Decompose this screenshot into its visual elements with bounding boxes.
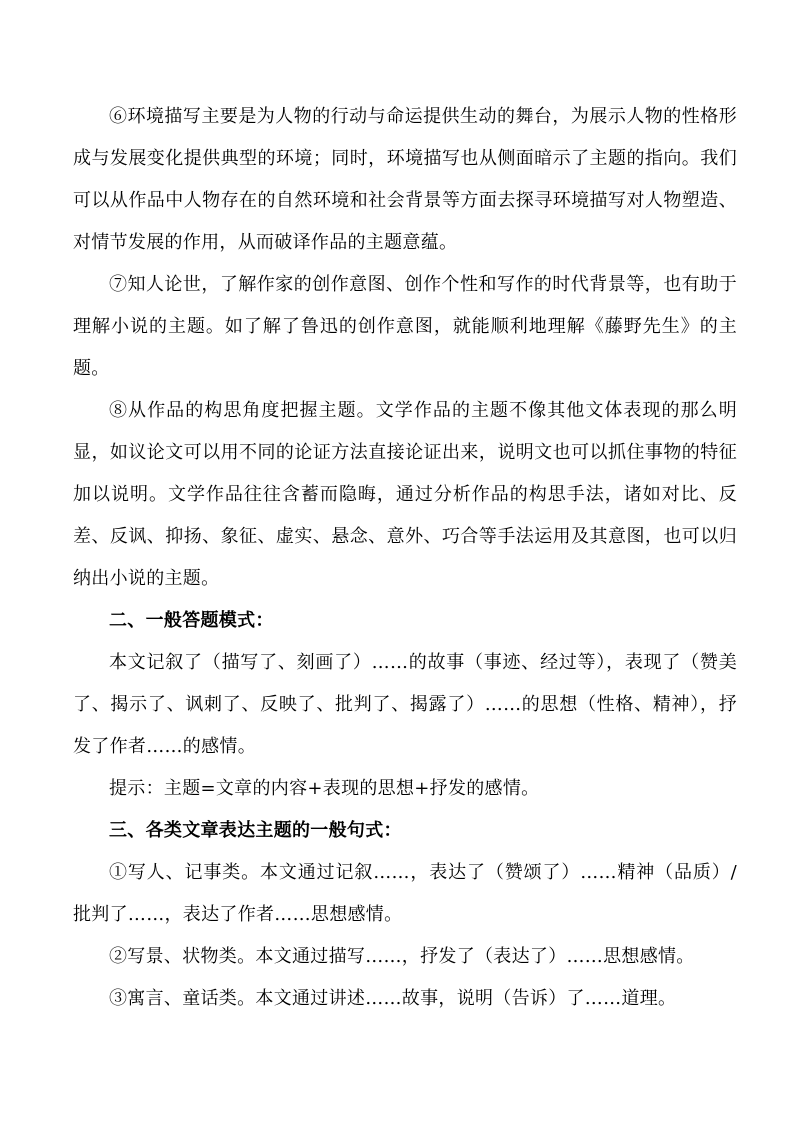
document-page <box>73 96 737 1020</box>
paragraph-pattern-fables: ③寓言、童话类。本文通过讲述……故事，说明（告诉）了……道理。 <box>109 988 677 1009</box>
paragraph-environment-description: ⑥环境描写主要是为人物的行动与命运提供生动的舞台，为展示人物的性格形成与发展变化提供典型的环境；同时，环境描写也从侧面暗示了主题的指向。我们可以从作品中人物存在的自然环境和社会背景等方面去探寻环境描写对人物塑造、对情节发展的作用，从而破译作品的主题意蕴。 <box>73 106 737 253</box>
paragraph-pattern-people-events: ①写人、记事类。本文通过记叙……，表达了（赞颂了）……精神（品质）/批判了……，表达了作者……思想感情。 <box>73 862 737 925</box>
paragraph-structure-analysis: ⑧从作品的构思角度把握主题。文学作品的主题不像其他文体表现的那么明显，如议论文可以用不同的论证方法直接论证出来，说明文也可以抓住事物的特征加以说明。文学作品往往含蓄而隐晦，通过分析作品的构思手法，诸如对比、反差、反讽、抑扬、象征、虚实、悬念、意外、巧合等手法运用及其意图，也可以归纳出小说的主题。 <box>73 400 737 589</box>
section-heading-answer-pattern: 二、一般答题模式： <box>109 610 274 631</box>
paragraph-answer-template: 本文记叙了（描写了、刻画了）……的故事（事迹、经过等），表现了（赞美了、揭示了、讽刺了、反映了、批判了、揭露了）……的思想（性格、精神），抒发了作者……的感情。 <box>73 652 737 757</box>
paragraph-author-context: ⑦知人论世，了解作家的创作意图、创作个性和写作的时代背景等，也有助于理解小说的主题。如了解了鲁迅的创作意图，就能顺利地理解《藤野先生》的主题。 <box>73 274 737 379</box>
section-heading-sentence-patterns: 三、各类文章表达主题的一般句式： <box>109 820 402 841</box>
paragraph-pattern-scenery-objects: ②写景、状物类。本文通过描写……，抒发了（表达了）……思想感情。 <box>109 946 695 967</box>
paragraph-hint: 提示：主题=文章的内容+表现的思想+抒发的感情。 <box>109 778 540 799</box>
